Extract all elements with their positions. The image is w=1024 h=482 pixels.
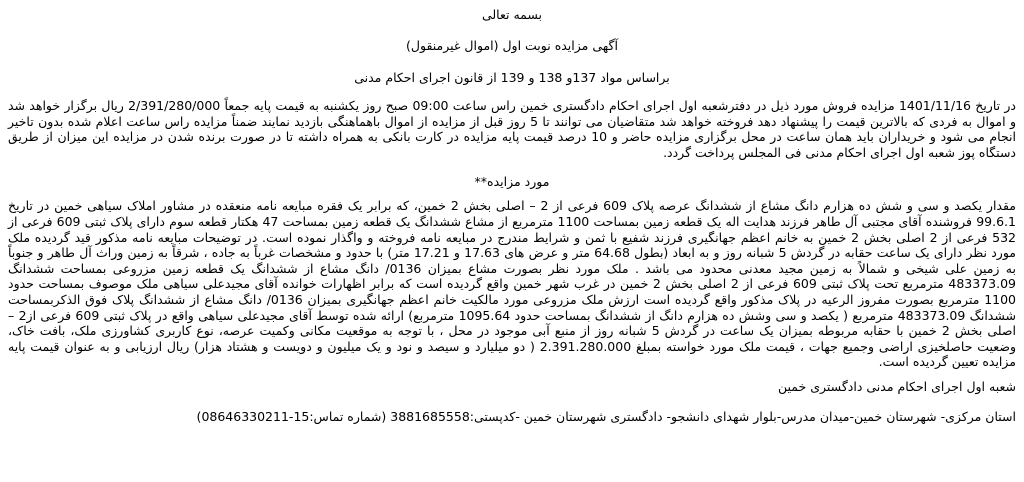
intro-paragraph: در تاریخ 1401/11/16 مزایده فروش مورد ذیل در دفترشعبه اول اجرای احکام دادگستری خمین راس ساعت 09:00 صبح روز یکشنبه به قیمت پایه جمعاً 2/391/280/000 ریال برگزار خواهد شد و اموال به فردی که بالاترین قیمت را پیشنهاد دهد فروخته خواهد شد متقاضیان می توانند تا 5 روز قبل از مزایده از اموال باهماهنگی بازدید نمایند ضمناً مزایده راس ساعت اعلام شده بدون تاخیر انجام می شود و خریداران باید همان ساعت در محل برگزاری مزایده حاضر و 10 درصد قیمت پایه مزایده در کارت بانکی به همراه داشته تا در صورت برنده شدن در مزایده این میزان از طریق دستگاه پوز شعبه اول اجرای احکام مدنی فی المجلس پرداخت گردد.	[8, 98, 1016, 160]
contact-address: استان مرکزی- شهرستان خمین-میدان مدرس-بلوار شهدای دانشجو- دادگستری شهرستان خمین -کدپستی:3881685558 (شماره تماس:15-08646330211)	[196, 408, 1016, 424]
issuing-office: شعبه اول اجرای احکام مدنی دادگستری خمین	[778, 378, 1016, 394]
bismillah-heading: بسمه تعالی	[481, 7, 543, 22]
item-description-paragraph: مقدار یکصد و سی و شش ده هزارم دانگ مشاع از ششدانگ عرصه پلاک 609 فرعی از 2 – اصلی بخش 2 خمین، که برابر یک فقره مبایعه نامه منعقده در مشاور املاک سیاهی خمین در تاریخ 99.6.1 فروشنده آقای مجتبی آل طاهر فرزند هدایت اله یک قطعه زمین بمساحت 1100 مترمربع از مشاع ششدانگ یک قطعه زمین بمساحت 47 هکتار قطعه سوم دارای پلاک ثبتی 609 فرعی از 532 فرعی از 2 اصلی بخش 2 خمین به خانم اعظم جهانگیری فرزند شفیع با ثمن و شرایط مندرج در مبایعه نامه فروخته و واگذار نموده است. در توضیحات مبایعه نامه مذکور قید گردیده ملک مورد نظر دارای یک ساعت حقابه در گردش 5 شبانه روز و به ابعاد (بطول 64.68 متر و عرض های 17.63 و 17.21 متر) با حدود و مشخصات غرباً به جاده ، شرقاً به زمین وراث آل طاهر و جنوباً به زمین علی شیخی و شمالاً به زمین مجید معدنی محدود می باشد . ملک مورد نظر بصورت مشاع بمیزان 0136/ دانگ مشاع از ششدانگ یک قطعه زمین مزروعی بمساحت ششدانگ 483373.09 مترمربع تحت پلاک ثبتی 609 فرعی از 2 اصلی بخش 2 خمین در غرب شهر خمین واقع گردیده است که برابر اظهارات خوانده آقای مجیدعلی سیاهی ملک موصوف بمساحت حدود 1100 مترمربع بصورت مفروز الرعیه در پلاک مذکور واقع گردیده است ارزش ملک مزروعی مورد مالکیت خانم اعظم جهانگیری بمیزان 0136/ دانگ مشاع از ششدانگ پلاک فوق الذکربمساحت ششدانگ 483373.09 مترمربع ( یکصد و سی وشش ده هزارم دانگ از ششدانگ بمساحت حدود 1095.64 مترمربع) ارائه شده توسط آقای مجیدعلی سیاهی واقع در پلاک ثبتی 609 فرعی از2 – اصلی بخش 2 خمین با حقابه مربوطه بمیزان یک ساعت در گردش 5 شبانه روز از منبع آبی موجود در محل ، با توجه به موقعیت مکانی وکمیت عرصه، نوع کاربری کشاورزی ملک، بافت خاک، وضعیت حاصلخیزی اراضی وجمیع جهات ، قیمت ملک مورد خواسته بمبلغ 2.391.280.000 ( دو میلیارد و سیصد و نود و یک میلیون و دویست و هشتاد هزار) ریال ارزیابی و به عنوان قیمت پایه مزایده تعیین گردیده است.	[8, 198, 1016, 370]
auction-item-title: مورد مزایده**	[474, 174, 550, 190]
notice-title: آگهی مزایده نوبت اول (اموال غیرمنقول)	[406, 38, 618, 53]
legal-basis-line: براساس مواد 137و 138 و 139 از قانون اجرای احکام مدنی	[354, 70, 670, 85]
